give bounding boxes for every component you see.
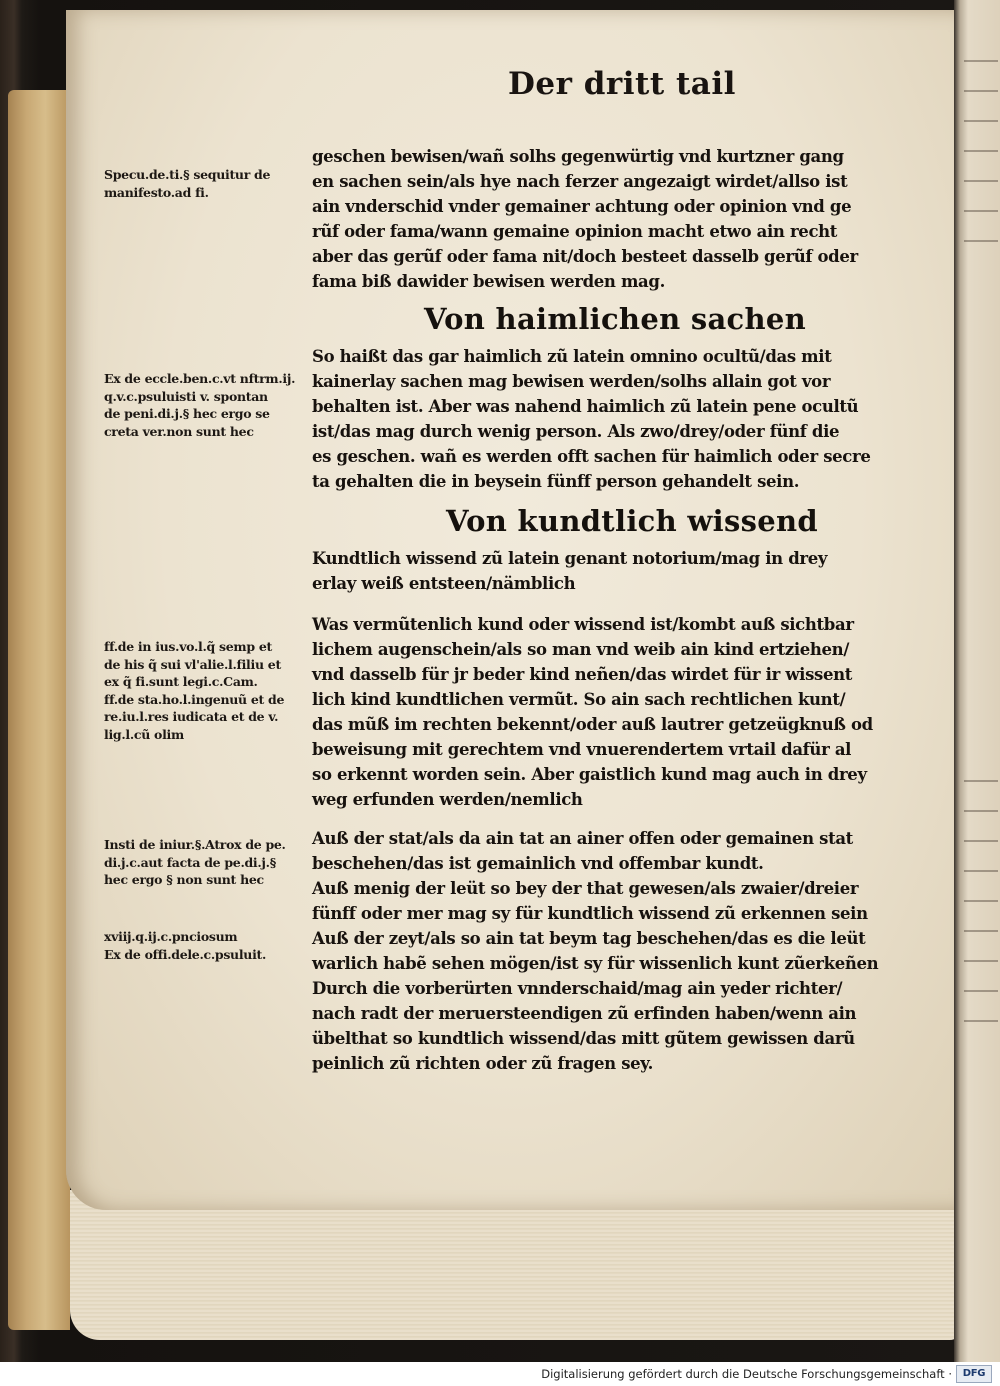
margin-note-line: xviij.q.ij.c.pnciosum — [104, 929, 238, 944]
text-line: fama biß dawider bewisen werden mag. — [312, 272, 665, 291]
text-line: lich kind kundtlichen vermũt. So ain sach rechtlichen kunt/ — [312, 690, 846, 709]
margin-note-line: ff.de in ius.vo.l.q̃ semp et — [104, 639, 272, 654]
margin-note-line: Specu.de.ti.§ sequitur de — [104, 167, 271, 182]
margin-note-line: manifesto.ad fi. — [104, 184, 209, 200]
margin-note-line: re.iu.l.res iudicata et de v. — [104, 709, 279, 724]
margin-note-line: Ex de offi.dele.c.psuluit. — [104, 946, 267, 962]
margin-note — [104, 928, 304, 963]
section-heading: Von haimlichen sachen — [424, 302, 807, 336]
text-line: Kundtlich wissend zũ latein genant notorium/mag in drey — [312, 549, 828, 568]
text-line: erlay weiß entsteen/nämblich — [312, 574, 576, 593]
text-block — [312, 546, 912, 596]
text-block — [312, 144, 912, 294]
text-line: ta gehalten die in beysein fünff person gehandelt sein. — [312, 472, 800, 491]
text-line: Auß der stat/als da ain tat an ainer offen oder gemainen stat — [312, 829, 853, 848]
text-line: beweisung mit gerechtem vnd vnuerendertem vrtail dafür al — [312, 740, 852, 759]
text-line: kainerlay sachen mag bewisen werden/solhs allain got vor — [312, 372, 831, 391]
margin-note — [104, 836, 304, 889]
margin-note-line: lig.l.cũ olim — [104, 726, 184, 742]
text-line: behalten ist. Aber was nahend haimlich zũ latein pene ocultũ — [312, 397, 859, 416]
text-line: es geschen. wañ es werden offt sachen für haimlich oder secre — [312, 447, 871, 466]
text-line: rũf oder fama/wann gemaine opinion macht etwo ain recht — [312, 222, 838, 241]
footer-bar — [0, 1362, 1000, 1386]
text-line: Auß der zeyt/als so ain tat beym tag beschehen/das es die leüt — [312, 929, 866, 948]
margin-note-line: de peni.di.j.§ hec ergo se — [104, 406, 270, 421]
margin-note-line: hec ergo § non sunt hec — [104, 872, 264, 887]
margin-note-line: ff.de sta.ho.l.ingenuũ et de — [104, 691, 285, 707]
text-line: geschen bewisen/wañ solhs gegenwürtig vnd kurtzner gang — [312, 147, 844, 166]
funding-notice: Digitalisierung gefördert durch die Deutsche Forschungsgemeinschaft · — [541, 1367, 952, 1381]
text-line: lichem augenschein/als so man vnd weib ain kind ertziehen/ — [312, 640, 850, 659]
text-line: weg erfunden werden/nemlich — [312, 790, 583, 809]
text-line: übelthat so kundtlich wissend/das mitt gũtem gewissen darũ — [312, 1029, 855, 1048]
text-line: fünff oder mer mag sy für kundtlich wissend zũ erkennen sein — [312, 904, 868, 923]
page-stack-edge — [70, 1190, 960, 1340]
margin-note-line: Insti de iniur.§.Atrox de pe. — [104, 837, 286, 852]
text-line: vnd dasselb für jr beder kind neñen/das wirdet für ir wissent — [312, 665, 853, 684]
text-line: en sachen sein/als hye nach ferzer angezaigt wirdet/allso ist — [312, 172, 848, 191]
margin-note-line: q.v.c.psuluisti v. spontan — [104, 388, 268, 404]
margin-note — [104, 638, 304, 743]
margin-note-line: ex q̃ fi.sunt legi.c.Cam. — [104, 674, 258, 689]
text-line: Durch die vorberürten vnnderschaid/mag ain yeder richter/ — [312, 979, 843, 998]
text-line: beschehen/das ist gemainlich vnd offembar kundt. — [312, 854, 764, 873]
dfg-logo: DFG — [956, 1365, 992, 1383]
book-cover-edge — [8, 90, 70, 1330]
text-block — [312, 826, 912, 1076]
margin-note — [104, 370, 304, 440]
text-line: so erkennt worden sein. Aber gaistlich kund mag auch in drey — [312, 765, 867, 784]
text-line: aber das gerũf oder fama nit/doch besteet dasselb gerũf oder — [312, 247, 858, 266]
margin-note-line: de his q̃ sui vl'alie.l.filiu et — [104, 656, 281, 672]
text-line: ist/das mag durch wenig person. Als zwo/drey/oder fünf die — [312, 422, 840, 441]
text-block — [312, 344, 912, 494]
text-line: So haißt das gar haimlich zũ latein omnino ocultũ/das mit — [312, 347, 832, 366]
text-line: ain vnderschid vnder gemainer achtung oder opinion vnd ge — [312, 197, 852, 216]
margin-note — [104, 166, 304, 201]
margin-note-line: di.j.c.aut facta de pe.di.j.§ — [104, 854, 276, 870]
text-block — [312, 612, 912, 812]
text-line: Was vermũtenlich kund oder wissend ist/kombt auß sichtbar — [312, 615, 854, 634]
facing-page-edge — [954, 0, 1000, 1362]
margin-note-line: Ex de eccle.ben.c.vt nftrm.ij. — [104, 371, 296, 386]
running-head: Der dritt tail — [508, 66, 736, 102]
text-line: peinlich zũ richten oder zũ fragen sey. — [312, 1054, 654, 1073]
text-line: das mũß im rechten bekennt/oder auß lautrer getzeügknuß od — [312, 715, 873, 734]
text-line: Auß menig der leüt so bey der that gewesen/als zwaier/dreier — [312, 879, 859, 898]
section-heading: Von kundtlich wissend — [446, 504, 818, 538]
text-line: nach radt der meruersteendigen zũ erfinden haben/wenn ain — [312, 1004, 857, 1023]
text-line: warlich habẽ sehen mögen/ist sy für wissenlich kunt zũerkeñen — [312, 954, 879, 973]
margin-note-line: creta ver.non sunt hec — [104, 423, 254, 439]
